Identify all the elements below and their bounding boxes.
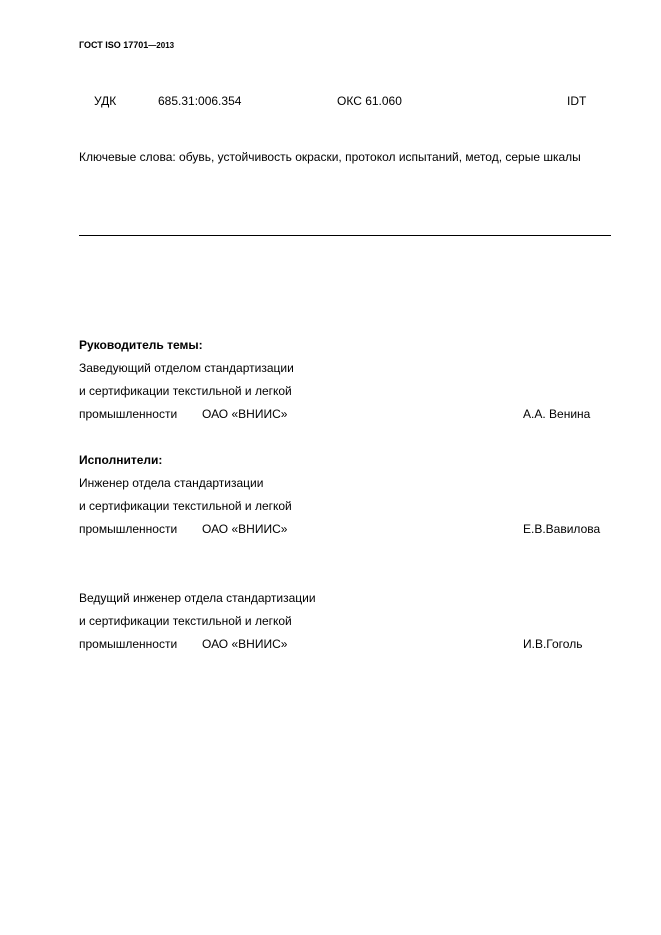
udk-label: УДК: [94, 94, 117, 108]
leader-org: ОАО «ВНИИС»: [202, 407, 288, 421]
leader-position-line1: Заведующий отделом стандартизации: [79, 361, 294, 375]
standard-header: [79, 40, 174, 50]
executor1-position-line2: и сертификации текстильной и легкой: [79, 499, 292, 513]
udk-value: 685.31:006.354: [158, 94, 242, 108]
standard-number: ГОСТ ISO 17701: [79, 40, 149, 50]
executor2-position-line3: промышленности: [79, 637, 178, 651]
executor1-position-line1: Инженер отдела стандартизации: [79, 476, 264, 490]
leader-heading: Руководитель темы:: [79, 338, 203, 352]
executor2-name: И.В.Гоголь: [523, 637, 583, 651]
separator-line: [79, 235, 611, 236]
idt-mark: IDT: [567, 94, 587, 108]
keywords: Ключевые слова: обувь, устойчивость окраски, протокол испытаний, метод, серые шкалы: [79, 150, 581, 164]
executor1-name: Е.В.Вавилова: [523, 522, 601, 536]
executors-heading: Исполнители:: [79, 453, 163, 467]
executor2-position-line2: и сертификации текстильной и легкой: [79, 614, 292, 628]
executor1-position-line3: промышленности: [79, 522, 178, 536]
leader-name: А.А. Венина: [523, 407, 591, 421]
oks-code: ОКС 61.060: [337, 94, 402, 108]
leader-position-line2: и сертификации текстильной и легкой: [79, 384, 292, 398]
executor2-org: ОАО «ВНИИС»: [202, 637, 288, 651]
standard-year: —2013: [148, 41, 175, 50]
executor2-position-line1: Ведущий инженер отдела стандартизации: [79, 591, 316, 605]
leader-position-line3: промышленности: [79, 407, 178, 421]
executor1-org: ОАО «ВНИИС»: [202, 522, 288, 536]
